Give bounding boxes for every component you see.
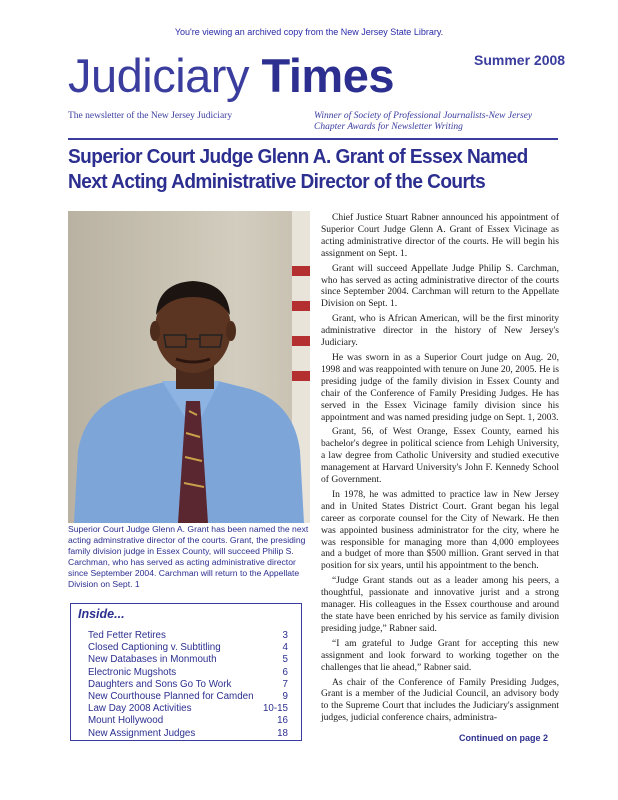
article-paragraph: As chair of the Conference of Family Presiding Judges, Grant is a member of the Judicial Council, an advisory body to the Supreme Court that includes the Judiciary's assignment judges, judicial conference chairs, administra-	[321, 676, 559, 724]
inside-item-page: 16	[277, 715, 288, 727]
inside-item[interactable]	[88, 679, 288, 691]
inside-item[interactable]	[88, 728, 288, 740]
portrait-illustration	[68, 211, 310, 523]
inside-item-label: Law Day 2008 Activities	[88, 703, 192, 715]
masthead-title-part2: Times	[261, 49, 395, 102]
inside-item-label: New Courthouse Planned for Camden	[88, 691, 254, 703]
inside-item-label: Ted Fetter Retires	[88, 630, 166, 641]
inside-item-page: 3	[282, 630, 288, 641]
photo-caption: Superior Court Judge Glenn A. Grant has been named the next acting adminstrative director of the courts. Grant, the presiding family division judge in Essex County, will succeed Philip S. Carchman, who has served as acting administrative director since September 2004. Carchman will return to the Appellate Division on Sept. 1	[68, 524, 309, 589]
inside-item-page: 9	[282, 691, 288, 703]
inside-item-page: 4	[282, 642, 288, 654]
article-headline	[68, 144, 533, 194]
inside-title: Inside...	[78, 607, 125, 621]
masthead-rule	[68, 138, 558, 140]
inside-list	[88, 630, 288, 740]
masthead-title	[68, 50, 394, 102]
inside-item[interactable]	[88, 715, 288, 727]
headline-line-2: Next Acting Administrative Director of the Courts	[68, 170, 486, 193]
inside-item-label: Mount Hollywood	[88, 715, 164, 727]
archive-notice: You're viewing an archived copy from the New Jersey State Library.	[174, 27, 444, 37]
award-line-2: Chapter Awards for Newsletter Writing	[314, 122, 463, 132]
inside-item-label: Closed Captioning v. Subtitling	[88, 642, 221, 654]
article-paragraph: “Judge Grant stands out as a leader among his peers, a thoughtful, passionate and innovative jurist and a strong manager. His colleagues in the Essex courthouse and around the state have been enriched by his service as family division presiding judge,” Rabner said.	[321, 575, 559, 634]
masthead-tagline: The newsletter of the New Jersey Judiciary	[68, 111, 233, 121]
inside-item-label: Electronic Mugshots	[88, 666, 177, 678]
headline-line-1: Superior Court Judge Glenn A. Grant of Essex Named	[68, 145, 528, 168]
inside-contents-box	[70, 603, 302, 741]
inside-item[interactable]	[88, 667, 288, 679]
masthead-title-part1: Judiciary	[68, 49, 249, 102]
article-paragraph: He was sworn in as a Superior Court judge on Aug. 20, 1998 and was reappointed with tenure on June 20, 2005. He is presiding judge of the family division in Essex County and chair of the Conference of Family Presiding Judges. He has served in the Essex Vicinage family division since his appointment and was named presiding judge on Sept. 1, 2003.	[321, 351, 559, 423]
article-paragraph: In 1978, he was admitted to practice law in New Jersey and in United States District Court. Grant began his legal career as corporate counsel for the City of Newark. He then was appointed business administrator for the city, where he was responsible for managing more than 4,000 employees and a budget of more than $500 million. Grant served in that position for six years, until his appointment to the bench.	[321, 488, 559, 572]
article-paragraph: Grant will succeed Appellate Judge Philip S. Carchman, who has served as acting administrative director of the courts since September 2004. Carchman will return to the Appellate Division on Sept. 1.	[321, 262, 559, 310]
inside-item-label: New Databases in Monmouth	[88, 654, 217, 666]
issue-season: Summer 2008	[474, 52, 566, 68]
article-paragraph: Grant, 56, of West Orange, Essex County, earned his bachelor's degree in political science from Lehigh University, a law degree from Catholic University and studied executive management at Harvard University's John F. Kennedy School of Government.	[321, 426, 559, 486]
judge-portrait-photo	[68, 211, 310, 523]
inside-item-page: 10-15	[262, 703, 288, 715]
award-line-1: Winner of Society of Professional Journalists-New Jersey	[314, 111, 533, 121]
inside-item[interactable]	[88, 630, 288, 642]
article-paragraph: “I am grateful to Judge Grant for accepting this new assignment and look forward to working together on the challenges that lie ahead,” Rabner said.	[321, 637, 559, 673]
inside-item-label: Daughters and Sons Go To Work	[88, 678, 232, 690]
inside-item-page: 7	[282, 678, 288, 690]
inside-item-page: 5	[282, 654, 288, 666]
inside-item[interactable]	[88, 703, 288, 715]
award-notice	[314, 111, 554, 133]
inside-item[interactable]	[88, 691, 288, 703]
inside-item-page: 6	[282, 666, 288, 678]
article-paragraph: Grant, who is African American, will be the first minority administrative director in the history of New Jersey's Judiciary.	[321, 313, 559, 349]
inside-item[interactable]	[88, 642, 288, 654]
inside-item[interactable]	[88, 654, 288, 666]
article-paragraph: Chief Justice Stuart Rabner announced his appointment of Superior Court Judge Glenn A. Grant of Essex Vicinage as acting administrative director of the courts. He will begin his assignment on Sept. 1.	[321, 212, 559, 259]
article-body	[321, 212, 559, 727]
continued-link[interactable]: Continued on page 2	[459, 733, 548, 743]
inside-item-label: New Assignment Judges	[88, 727, 196, 739]
inside-item-page: 18	[277, 727, 288, 739]
